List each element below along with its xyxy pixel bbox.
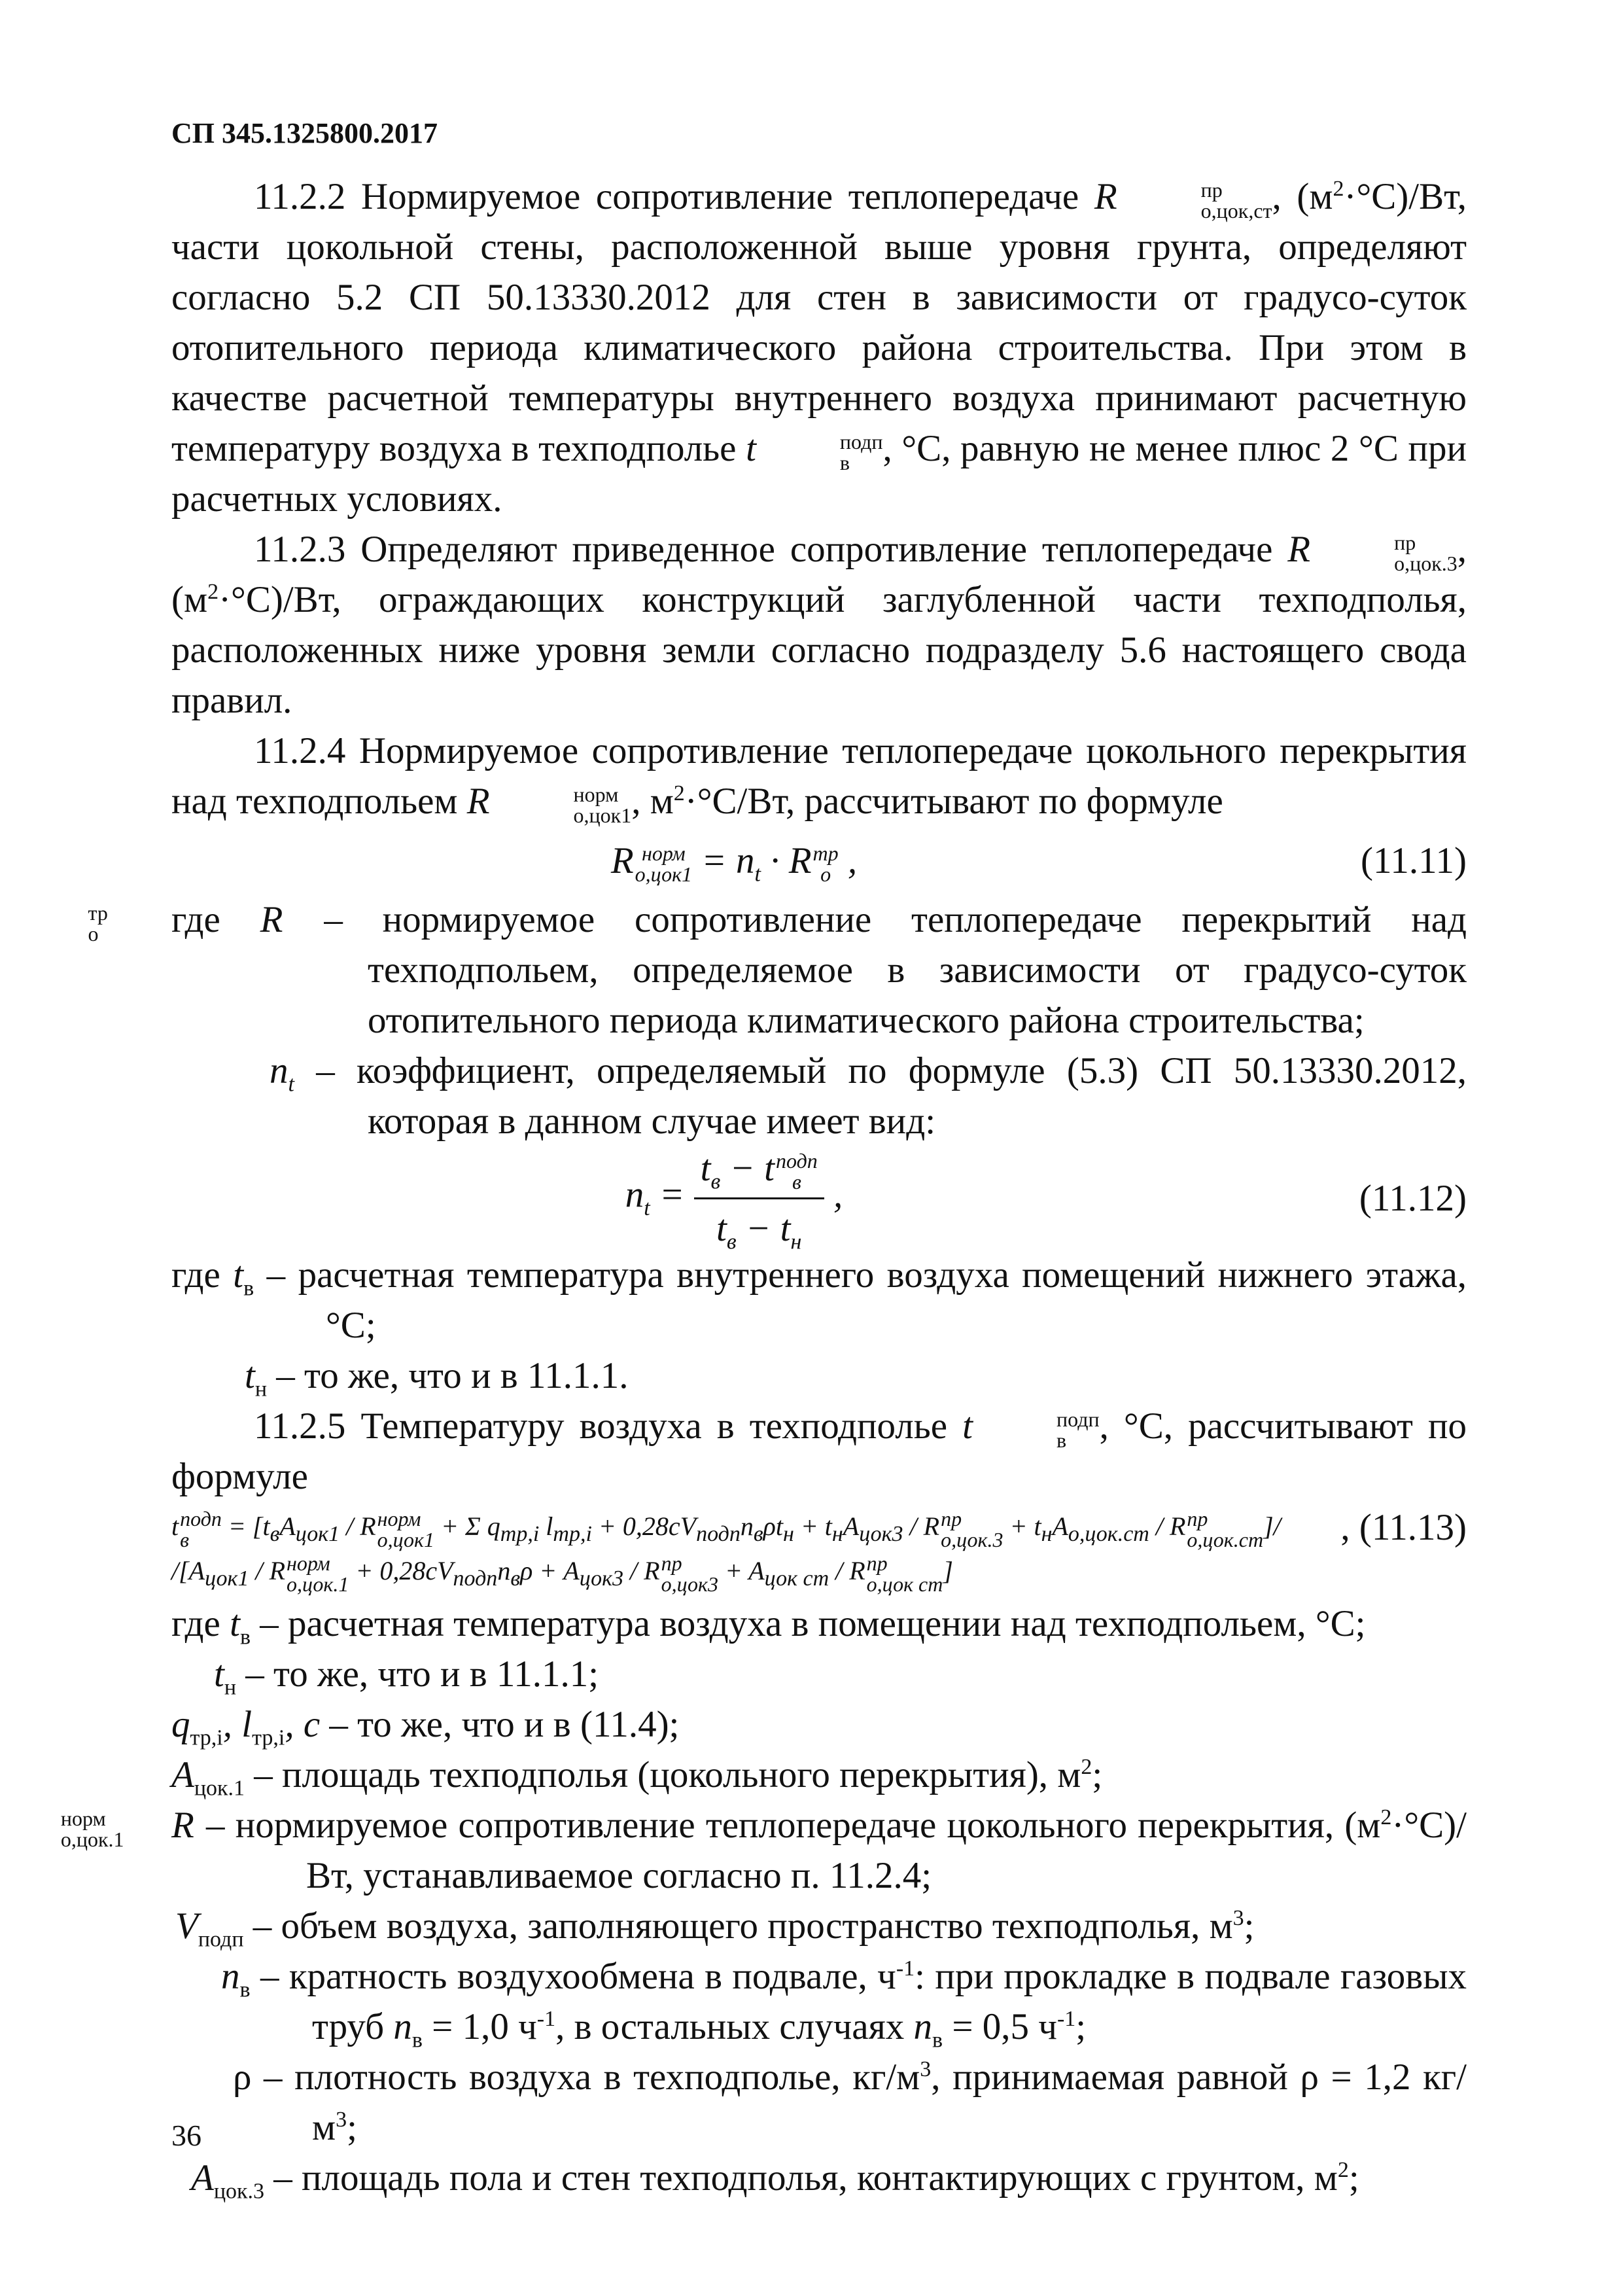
definition-q-l-c: $q_{тр,i}$, $l_{тр,i}$, c – то же, что и в (11.4); bbox=[171, 1703, 680, 1750]
formula-11-13: t подп в = [$t_вA_{цок1}$ / R норм о,цок1 + Σ $q_{тр,i}$ $l_{тр,i} + 0,28cV_{подп}n_в\rho t_н + t_нA_{цок3} / R$ пр о,цок.3 + $t_нA_{о,цок.ст}$ / R пр о,цок.ст ]/ , (11.13) $/[A_{цок1}$ / R норм о,цок.1 + $0,28cV_{подп}n_в\rho + A_{цок3} / R$ пр о,цок3 + $A_{цок ст}$ / R пр о,цок ст ] bbox=[171, 1506, 1467, 1596]
definition-v: $V_{подп}$ – объем воздуха, заполняющего пространство техподполья, $м^3$; bbox=[175, 1905, 1255, 1952]
definition-r-tr: где R тр о – нормируемое сопротивление теплопередаче перекрытий над техподпольем, определяемое в зависимости от градусо-суток отопительного периода климатического района строительства; bbox=[88, 899, 1467, 1041]
document-body bbox=[60, 171, 1467, 2204]
definition-nt: $n_t$ – коэффициент, определяемый по формуле (5.3) СП 50.13330.2012, которая в данном случае имеет вид: bbox=[270, 1050, 1467, 1142]
definition-tv: где $t_в$ – расчетная температура внутреннего воздуха помещений нижнего этажа, °С; bbox=[171, 1254, 1467, 1346]
paragraph-11-2-4: 11.2.4 Нормируемое сопротивление теплопередаче цокольного перекрытия над техподпольем R норм о,цок1 , $м^2\cdot^\circ С/Вт$, рассчитывают по формуле bbox=[171, 730, 1467, 827]
fraction: $t_в - t$ подп в $t_в - t_н$ bbox=[694, 1143, 824, 1254]
formula-number: (11.11) bbox=[1361, 839, 1467, 881]
definition-nv: $n_в$ – кратность воздухообмена в подвале, $ч^{-1}$: при прокладке в подвале газовых труб $n_в = 1,0$ $ч^{-1}$, в остальных случаях $n_в = 0,5$ $ч^{-1}$; bbox=[221, 1955, 1467, 2053]
definition-a-tsok1: $A_{цок.1}$ – площадь техподполья (цокольного перекрытия), $м^2$; bbox=[171, 1754, 1103, 1801]
document-header: СП 345.1325800.2017 bbox=[171, 117, 438, 149]
paragraph-11-2-5: 11.2.5 Температуру воздуха в техподполье t подп в , °С, рассчитывают по формуле bbox=[171, 1405, 1467, 1497]
definition-tn-2: $t_н$ – то же, что и в 11.1.1; bbox=[214, 1653, 599, 1700]
formula-number: , (11.13) bbox=[1340, 1506, 1467, 1548]
page-number: 36 bbox=[171, 2119, 201, 2152]
definition-rho: ρ – плотность воздуха в техподполье, $кг/м^3$, принимаемая равной ρ = 1,2 $кг/м^3$; bbox=[233, 2056, 1467, 2148]
formula-number: (11.12) bbox=[1359, 1177, 1467, 1219]
paragraph-11-2-3: 11.2.3 Определяют приведенное сопротивление теплопередаче R пр о,цок.3 , $(м^2\cdot^\circ С)/Вт$, ограждающих конструкций заглубленной части техподполья, расположенных ниже уровня земли согласно подразделу 5.6 настоящего свода правил. bbox=[171, 529, 1467, 721]
definition-tn: $t_н$ – то же, что и в 11.1.1. bbox=[245, 1355, 629, 1402]
paragraph-11-2-2: 11.2.2 Нормируемое сопротивление теплопередаче R пр о,цок,ст , $(м^2\cdot^\circ С)/Вт$, части цокольной стены, расположенной выше уровня грунта, определяют согласно 5.2 СП 50.13330.2012 для стен в зависимости от градусо-суток отопительного периода климатического района строительства. При этом в качестве расчетной температуры внутреннего воздуха принимают расчетную температуру воздуха в техподполье t подп в , °С, равную не менее плюс 2 °С при расчетных условиях. bbox=[171, 176, 1467, 520]
definition-tv-2: где $t_в$ – расчетная температура воздуха в помещении над техподпольем, °С; bbox=[171, 1602, 1366, 1650]
definition-r-norm: R норм о,цок.1 – нормируемое сопротивление теплопередаче цокольного перекрытия, $(м^2\cdot^\circ С)/Вт$, устанавливаемое согласно п. 11.2.4; bbox=[60, 1804, 1467, 1896]
definition-a-tsok3: $A_{цок.3}$ – площадь пола и стен техподполья, контактирующих с грунтом, $м^2$; bbox=[191, 2157, 1359, 2204]
formula-11-11: R норм о,цок1 = $n_t \cdot R$ тр о , (11.11) bbox=[171, 829, 1467, 892]
formula-11-12: $n_t$ = $t_в - t$ подп в $t_в - t_н$ , (11.12) bbox=[171, 1149, 1467, 1247]
